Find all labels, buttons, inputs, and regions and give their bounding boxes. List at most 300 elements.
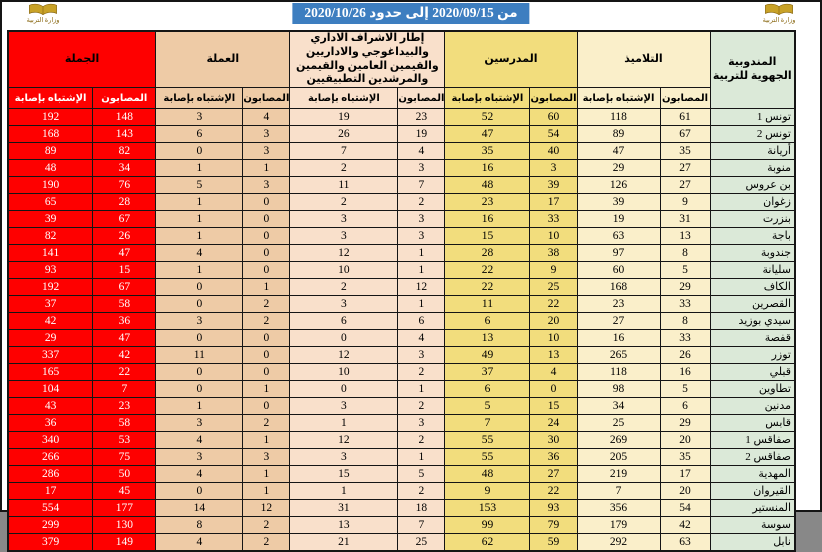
region-name-cell: قابس xyxy=(710,415,795,432)
teachers-infected-cell: 0 xyxy=(530,381,577,398)
workers-infected-cell: 0 xyxy=(243,347,290,364)
region-name-cell: قفصة xyxy=(710,330,795,347)
supervision-suspected-cell: 7 xyxy=(290,143,398,160)
table-row xyxy=(8,279,795,296)
total-suspected-cell: 168 xyxy=(8,126,93,143)
total-infected-cell: 149 xyxy=(93,534,156,552)
teachers-infected-cell: 30 xyxy=(530,432,577,449)
workers-suspected-cell: 5 xyxy=(156,177,243,194)
supervision-infected-cell: 2 xyxy=(398,364,445,381)
total-suspected-cell: 141 xyxy=(8,245,93,262)
supervision-infected-cell: 4 xyxy=(398,143,445,160)
students-infected-cell: 5 xyxy=(660,262,710,279)
supervision-suspected-cell: 10 xyxy=(290,364,398,381)
total-infected-cell: 7 xyxy=(93,381,156,398)
students-infected-cell: 20 xyxy=(660,432,710,449)
teachers-infected-cell: 24 xyxy=(530,415,577,432)
ministry-emblem-icon xyxy=(762,3,796,17)
workers-infected-cell: 1 xyxy=(243,483,290,500)
sub-header-row xyxy=(8,88,795,109)
ministry-emblem-icon xyxy=(26,3,60,17)
region-name-cell: نابل xyxy=(710,534,795,552)
total-suspected-cell: 82 xyxy=(8,228,93,245)
workers-suspected-cell: 3 xyxy=(156,449,243,466)
teachers-suspected-cell: 55 xyxy=(445,449,530,466)
students-infected-cell: 20 xyxy=(660,483,710,500)
supervision-infected-cell: 2 xyxy=(398,483,445,500)
supervision-infected-cell: 25 xyxy=(398,534,445,552)
supervision-infected-cell: 19 xyxy=(398,126,445,143)
workers-infected-cell: 2 xyxy=(243,534,290,552)
region-name-cell: صفاقس 1 xyxy=(710,432,795,449)
students-suspected-cell: 25 xyxy=(577,415,660,432)
region-name-cell: صفاقس 2 xyxy=(710,449,795,466)
supervision-suspected-cell: 3 xyxy=(290,398,398,415)
total-suspected-cell: 104 xyxy=(8,381,93,398)
supervision-suspected-cell: 6 xyxy=(290,313,398,330)
teachers-suspected-cell: 28 xyxy=(445,245,530,262)
teachers-infected-cell: 20 xyxy=(530,313,577,330)
workers-suspected-cell: 1 xyxy=(156,228,243,245)
teachers-suspected-cell: 99 xyxy=(445,517,530,534)
teachers-infected-cell: 22 xyxy=(530,483,577,500)
table-header xyxy=(8,31,795,109)
total-infected-cell: 130 xyxy=(93,517,156,534)
students-infected-cell: 16 xyxy=(660,364,710,381)
supervision-infected-cell: 3 xyxy=(398,228,445,245)
region-name-cell: باجة xyxy=(710,228,795,245)
supervision-group-header: إطار الاشراف الاداري والبيداغوجي والاداريين والقيمين العامين والقيمين والمرشدين التطبيقيين xyxy=(290,31,445,88)
table-row xyxy=(8,262,795,279)
workers-infected-cell: 0 xyxy=(243,364,290,381)
workers-infected-cell: 3 xyxy=(243,177,290,194)
region-name-cell: سيدي بوزيد xyxy=(710,313,795,330)
table-row xyxy=(8,381,795,398)
teachers-suspected-cell: 48 xyxy=(445,466,530,483)
total-infected-cell: 36 xyxy=(93,313,156,330)
teachers-infected-cell: 54 xyxy=(530,126,577,143)
students-suspected-cell: 7 xyxy=(577,483,660,500)
supervision-suspected-cell: 31 xyxy=(290,500,398,517)
ministry-logo-label: وزارة التربية xyxy=(26,17,60,24)
supervision-infected-cell: 7 xyxy=(398,177,445,194)
supervision-suspected-cell: 26 xyxy=(290,126,398,143)
students-infected-cell: 6 xyxy=(660,398,710,415)
students-suspected-cell: 97 xyxy=(577,245,660,262)
table-row xyxy=(8,109,795,126)
students-infected-cell: 5 xyxy=(660,381,710,398)
supervision-infected-cell: 1 xyxy=(398,296,445,313)
total-suspected-cell: 48 xyxy=(8,160,93,177)
supervision-suspected-cell: 12 xyxy=(290,245,398,262)
supervision-suspected-cell: 0 xyxy=(290,330,398,347)
region-name-cell: تونس 1 xyxy=(710,109,795,126)
supervision-suspected-cell: 12 xyxy=(290,432,398,449)
region-name-cell: المهدية xyxy=(710,466,795,483)
teachers-infected-cell: 27 xyxy=(530,466,577,483)
teachers-infected-cell: 59 xyxy=(530,534,577,552)
supervision-infected-cell: 2 xyxy=(398,194,445,211)
supervision-infected-cell: 6 xyxy=(398,313,445,330)
workers-suspected-cell: 1 xyxy=(156,398,243,415)
teachers-suspected-cell: 7 xyxy=(445,415,530,432)
table-row xyxy=(8,126,795,143)
total-suspected-header: الإشتباه بإصابة xyxy=(8,88,93,109)
workers-infected-cell: 1 xyxy=(243,160,290,177)
region-name-cell: تونس 2 xyxy=(710,126,795,143)
students-infected-cell: 67 xyxy=(660,126,710,143)
students-suspected-cell: 168 xyxy=(577,279,660,296)
total-suspected-cell: 337 xyxy=(8,347,93,364)
total-suspected-cell: 190 xyxy=(8,177,93,194)
table-row xyxy=(8,500,795,517)
total-infected-cell: 47 xyxy=(93,245,156,262)
region-name-cell: بن عروس xyxy=(710,177,795,194)
students-infected-cell: 33 xyxy=(660,296,710,313)
supervision-suspected-cell: 3 xyxy=(290,228,398,245)
regional-cases-table xyxy=(7,30,796,552)
teachers-infected-cell: 22 xyxy=(530,296,577,313)
supervision-infected-cell: 1 xyxy=(398,449,445,466)
teachers-suspected-cell: 37 xyxy=(445,364,530,381)
total-infected-cell: 50 xyxy=(93,466,156,483)
supervision-infected-cell: 3 xyxy=(398,347,445,364)
workers-group-header: العملة xyxy=(156,31,290,88)
teachers-suspected-cell: 5 xyxy=(445,398,530,415)
supervision-suspected-cell: 10 xyxy=(290,262,398,279)
supervision-suspected-cell: 3 xyxy=(290,296,398,313)
teachers-infected-cell: 4 xyxy=(530,364,577,381)
statistics-table-wrapper xyxy=(7,30,796,552)
supervision-suspected-cell: 15 xyxy=(290,466,398,483)
supervision-infected-cell: 1 xyxy=(398,262,445,279)
supervision-suspected-cell: 12 xyxy=(290,347,398,364)
total-infected-cell: 47 xyxy=(93,330,156,347)
table-row xyxy=(8,415,795,432)
report-date-range-title: من 2020/09/15 إلى حدود 2020/10/26 xyxy=(292,3,529,24)
workers-infected-cell: 1 xyxy=(243,466,290,483)
workers-suspected-cell: 0 xyxy=(156,296,243,313)
teachers-infected-cell: 25 xyxy=(530,279,577,296)
students-suspected-cell: 179 xyxy=(577,517,660,534)
total-suspected-cell: 39 xyxy=(8,211,93,228)
workers-infected-cell: 1 xyxy=(243,279,290,296)
students-suspected-cell: 292 xyxy=(577,534,660,552)
workers-infected-cell: 3 xyxy=(243,126,290,143)
teachers-suspected-cell: 11 xyxy=(445,296,530,313)
workers-infected-cell: 2 xyxy=(243,296,290,313)
total-infected-cell: 67 xyxy=(93,279,156,296)
students-suspected-cell: 27 xyxy=(577,313,660,330)
supervision-infected-cell: 23 xyxy=(398,109,445,126)
workers-infected-cell: 0 xyxy=(243,262,290,279)
region-name-cell: بنزرت xyxy=(710,211,795,228)
total-infected-cell: 58 xyxy=(93,296,156,313)
total-suspected-cell: 165 xyxy=(8,364,93,381)
table-row xyxy=(8,466,795,483)
total-suspected-cell: 89 xyxy=(8,143,93,160)
teachers-infected-cell: 79 xyxy=(530,517,577,534)
teachers-suspected-cell: 22 xyxy=(445,279,530,296)
table-row xyxy=(8,432,795,449)
students-suspected-cell: 34 xyxy=(577,398,660,415)
total-infected-cell: 22 xyxy=(93,364,156,381)
students-suspected-cell: 47 xyxy=(577,143,660,160)
teachers-suspected-cell: 49 xyxy=(445,347,530,364)
teachers-suspected-header: الإشتباه بإصابة xyxy=(445,88,530,109)
total-suspected-cell: 266 xyxy=(8,449,93,466)
students-suspected-cell: 23 xyxy=(577,296,660,313)
students-suspected-cell: 265 xyxy=(577,347,660,364)
total-suspected-cell: 192 xyxy=(8,279,93,296)
workers-infected-cell: 2 xyxy=(243,313,290,330)
total-infected-cell: 67 xyxy=(93,211,156,228)
total-group-header: الجملة xyxy=(8,31,156,88)
students-infected-header: المصابون xyxy=(660,88,710,109)
supervision-suspected-cell: 2 xyxy=(290,279,398,296)
supervision-suspected-cell: 0 xyxy=(290,381,398,398)
supervision-infected-header: المصابون xyxy=(398,88,445,109)
teachers-suspected-cell: 6 xyxy=(445,381,530,398)
students-infected-cell: 42 xyxy=(660,517,710,534)
total-suspected-cell: 340 xyxy=(8,432,93,449)
total-suspected-cell: 43 xyxy=(8,398,93,415)
table-row xyxy=(8,296,795,313)
workers-suspected-cell: 8 xyxy=(156,517,243,534)
total-suspected-cell: 36 xyxy=(8,415,93,432)
region-name-cell: تطاوين xyxy=(710,381,795,398)
teachers-infected-cell: 38 xyxy=(530,245,577,262)
workers-infected-cell: 0 xyxy=(243,330,290,347)
workers-suspected-cell: 4 xyxy=(156,432,243,449)
workers-infected-cell: 0 xyxy=(243,245,290,262)
workers-infected-cell: 0 xyxy=(243,194,290,211)
supervision-suspected-cell: 1 xyxy=(290,415,398,432)
students-suspected-cell: 118 xyxy=(577,364,660,381)
workers-infected-cell: 3 xyxy=(243,449,290,466)
total-infected-header: المصابون xyxy=(93,88,156,109)
region-name-cell: منوبة xyxy=(710,160,795,177)
total-suspected-cell: 93 xyxy=(8,262,93,279)
total-suspected-cell: 42 xyxy=(8,313,93,330)
total-infected-cell: 58 xyxy=(93,415,156,432)
students-infected-cell: 61 xyxy=(660,109,710,126)
region-column-header: المندوبية الجهوية للتربية xyxy=(710,31,795,109)
teachers-suspected-cell: 48 xyxy=(445,177,530,194)
total-infected-cell: 15 xyxy=(93,262,156,279)
table-row xyxy=(8,483,795,500)
students-infected-cell: 63 xyxy=(660,534,710,552)
region-name-cell: القصرين xyxy=(710,296,795,313)
students-suspected-cell: 269 xyxy=(577,432,660,449)
supervision-suspected-cell: 21 xyxy=(290,534,398,552)
teachers-suspected-cell: 16 xyxy=(445,160,530,177)
workers-infected-cell: 3 xyxy=(243,143,290,160)
total-suspected-cell: 37 xyxy=(8,296,93,313)
total-suspected-cell: 379 xyxy=(8,534,93,552)
table-row xyxy=(8,211,795,228)
total-infected-cell: 82 xyxy=(93,143,156,160)
workers-suspected-cell: 0 xyxy=(156,330,243,347)
students-suspected-cell: 60 xyxy=(577,262,660,279)
teachers-suspected-cell: 15 xyxy=(445,228,530,245)
teachers-infected-cell: 17 xyxy=(530,194,577,211)
total-infected-cell: 76 xyxy=(93,177,156,194)
supervision-infected-cell: 12 xyxy=(398,279,445,296)
region-name-cell: سوسة xyxy=(710,517,795,534)
teachers-suspected-cell: 16 xyxy=(445,211,530,228)
students-suspected-cell: 89 xyxy=(577,126,660,143)
supervision-infected-cell: 3 xyxy=(398,415,445,432)
students-infected-cell: 26 xyxy=(660,347,710,364)
total-infected-cell: 143 xyxy=(93,126,156,143)
workers-suspected-cell: 3 xyxy=(156,415,243,432)
teachers-infected-cell: 93 xyxy=(530,500,577,517)
teachers-infected-cell: 36 xyxy=(530,449,577,466)
teachers-group-header: المدرسين xyxy=(445,31,577,88)
region-name-cell: القيروان xyxy=(710,483,795,500)
workers-suspected-cell: 0 xyxy=(156,143,243,160)
students-infected-cell: 29 xyxy=(660,279,710,296)
group-header-row xyxy=(8,31,795,88)
supervision-suspected-cell: 13 xyxy=(290,517,398,534)
students-suspected-cell: 118 xyxy=(577,109,660,126)
teachers-infected-cell: 9 xyxy=(530,262,577,279)
total-infected-cell: 53 xyxy=(93,432,156,449)
workers-infected-cell: 4 xyxy=(243,109,290,126)
ministry-logo-left xyxy=(18,3,68,25)
supervision-suspected-cell: 1 xyxy=(290,483,398,500)
supervision-infected-cell: 1 xyxy=(398,381,445,398)
students-infected-cell: 54 xyxy=(660,500,710,517)
workers-infected-header: المصابون xyxy=(243,88,290,109)
supervision-suspected-cell: 19 xyxy=(290,109,398,126)
students-suspected-cell: 98 xyxy=(577,381,660,398)
teachers-infected-cell: 13 xyxy=(530,347,577,364)
students-suspected-cell: 356 xyxy=(577,500,660,517)
teachers-infected-cell: 39 xyxy=(530,177,577,194)
supervision-infected-cell: 2 xyxy=(398,432,445,449)
students-infected-cell: 27 xyxy=(660,160,710,177)
total-suspected-cell: 286 xyxy=(8,466,93,483)
table-row xyxy=(8,228,795,245)
students-infected-cell: 8 xyxy=(660,313,710,330)
workers-infected-cell: 0 xyxy=(243,211,290,228)
region-name-cell: المنستير xyxy=(710,500,795,517)
students-infected-cell: 17 xyxy=(660,466,710,483)
teachers-infected-cell: 10 xyxy=(530,228,577,245)
total-suspected-cell: 65 xyxy=(8,194,93,211)
region-name-cell: سليانة xyxy=(710,262,795,279)
teachers-infected-cell: 10 xyxy=(530,330,577,347)
workers-infected-cell: 12 xyxy=(243,500,290,517)
workers-suspected-cell: 3 xyxy=(156,109,243,126)
total-infected-cell: 148 xyxy=(93,109,156,126)
region-name-cell: جندوبة xyxy=(710,245,795,262)
supervision-infected-cell: 5 xyxy=(398,466,445,483)
supervision-suspected-header: الإشتباه بإصابة xyxy=(290,88,398,109)
students-suspected-cell: 19 xyxy=(577,211,660,228)
table-row xyxy=(8,160,795,177)
supervision-suspected-cell: 2 xyxy=(290,160,398,177)
teachers-suspected-cell: 22 xyxy=(445,262,530,279)
workers-infected-cell: 2 xyxy=(243,415,290,432)
teachers-infected-cell: 40 xyxy=(530,143,577,160)
total-infected-cell: 34 xyxy=(93,160,156,177)
supervision-suspected-cell: 3 xyxy=(290,449,398,466)
total-infected-cell: 75 xyxy=(93,449,156,466)
workers-suspected-cell: 0 xyxy=(156,279,243,296)
region-name-cell: الكاف xyxy=(710,279,795,296)
region-name-cell: توزر xyxy=(710,347,795,364)
workers-suspected-cell: 4 xyxy=(156,466,243,483)
total-suspected-cell: 29 xyxy=(8,330,93,347)
workers-suspected-header: الإشتباه بإصابة xyxy=(156,88,243,109)
students-suspected-cell: 63 xyxy=(577,228,660,245)
students-infected-cell: 33 xyxy=(660,330,710,347)
workers-suspected-cell: 6 xyxy=(156,126,243,143)
table-row xyxy=(8,330,795,347)
workers-infected-cell: 2 xyxy=(243,517,290,534)
table-row xyxy=(8,177,795,194)
workers-suspected-cell: 3 xyxy=(156,313,243,330)
workers-suspected-cell: 14 xyxy=(156,500,243,517)
students-infected-cell: 29 xyxy=(660,415,710,432)
workers-suspected-cell: 1 xyxy=(156,211,243,228)
total-infected-cell: 45 xyxy=(93,483,156,500)
total-infected-cell: 177 xyxy=(93,500,156,517)
supervision-suspected-cell: 11 xyxy=(290,177,398,194)
supervision-infected-cell: 4 xyxy=(398,330,445,347)
total-suspected-cell: 554 xyxy=(8,500,93,517)
teachers-suspected-cell: 153 xyxy=(445,500,530,517)
teachers-suspected-cell: 35 xyxy=(445,143,530,160)
total-infected-cell: 28 xyxy=(93,194,156,211)
supervision-suspected-cell: 2 xyxy=(290,194,398,211)
region-name-cell: قبلي xyxy=(710,364,795,381)
table-row xyxy=(8,398,795,415)
students-infected-cell: 13 xyxy=(660,228,710,245)
students-infected-cell: 35 xyxy=(660,143,710,160)
total-infected-cell: 26 xyxy=(93,228,156,245)
students-suspected-cell: 219 xyxy=(577,466,660,483)
workers-suspected-cell: 11 xyxy=(156,347,243,364)
students-group-header: التلاميذ xyxy=(577,31,710,88)
teachers-suspected-cell: 47 xyxy=(445,126,530,143)
workers-suspected-cell: 0 xyxy=(156,483,243,500)
teachers-infected-cell: 33 xyxy=(530,211,577,228)
workers-suspected-cell: 1 xyxy=(156,194,243,211)
region-name-cell: مدنين xyxy=(710,398,795,415)
supervision-infected-cell: 3 xyxy=(398,160,445,177)
table-row xyxy=(8,517,795,534)
teachers-infected-cell: 3 xyxy=(530,160,577,177)
teachers-suspected-cell: 55 xyxy=(445,432,530,449)
teachers-suspected-cell: 6 xyxy=(445,313,530,330)
table-row xyxy=(8,194,795,211)
workers-suspected-cell: 1 xyxy=(156,160,243,177)
table-row xyxy=(8,347,795,364)
students-suspected-cell: 29 xyxy=(577,160,660,177)
table-row xyxy=(8,534,795,552)
teachers-suspected-cell: 52 xyxy=(445,109,530,126)
total-suspected-cell: 192 xyxy=(8,109,93,126)
supervision-infected-cell: 3 xyxy=(398,211,445,228)
students-suspected-cell: 16 xyxy=(577,330,660,347)
teachers-suspected-cell: 9 xyxy=(445,483,530,500)
ministry-logo-label: وزارة التربية xyxy=(762,17,796,24)
students-suspected-cell: 205 xyxy=(577,449,660,466)
